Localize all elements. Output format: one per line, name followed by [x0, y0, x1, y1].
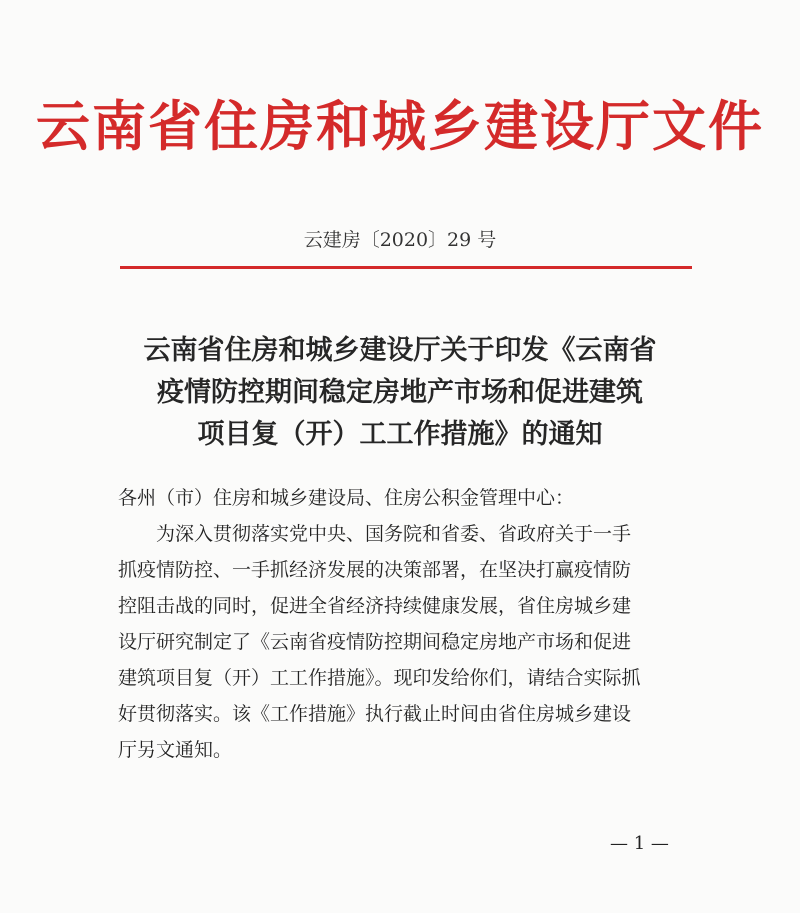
body-line: 为深入贯彻落实党中央、国务院和省委、省政府关于一手	[118, 523, 632, 545]
body-line: 控阻击战的同时，促进全省经济持续健康发展，省住房城乡建	[118, 595, 632, 617]
red-divider-line	[120, 266, 692, 269]
page-number: — 1 —	[610, 833, 669, 854]
title-line: 疫情防控期间稳定房地产市场和促进建筑	[157, 377, 643, 408]
body-line: 好贯彻落实。该《工作措施》执行截止时间由省住房城乡建设	[118, 703, 632, 725]
body-line: 抓疫情防控、一手抓经济发展的决策部署，在坚决打赢疫情防	[118, 559, 632, 581]
body-line: 建筑项目复（开）工工作措施》。现印发给你们，请结合实际抓	[118, 667, 641, 689]
document-title	[100, 330, 700, 456]
body-line: 厅另文通知。	[118, 739, 233, 761]
agency-header: 云南省住房和城乡建设厅文件	[36, 95, 764, 158]
document-number: 云建房〔2020〕29 号	[303, 229, 497, 251]
body-line: 设厅研究制定了《云南省疫情防控期间稳定房地产市场和促进	[118, 631, 632, 653]
title-line: 云南省住房和城乡建设厅关于印发《云南省	[143, 335, 657, 366]
title-line: 项目复（开）工工作措施》的通知	[197, 419, 603, 450]
addressee: 各州（市）住房和城乡建设局、住房公积金管理中心：	[118, 487, 575, 509]
body-paragraph	[118, 516, 698, 768]
